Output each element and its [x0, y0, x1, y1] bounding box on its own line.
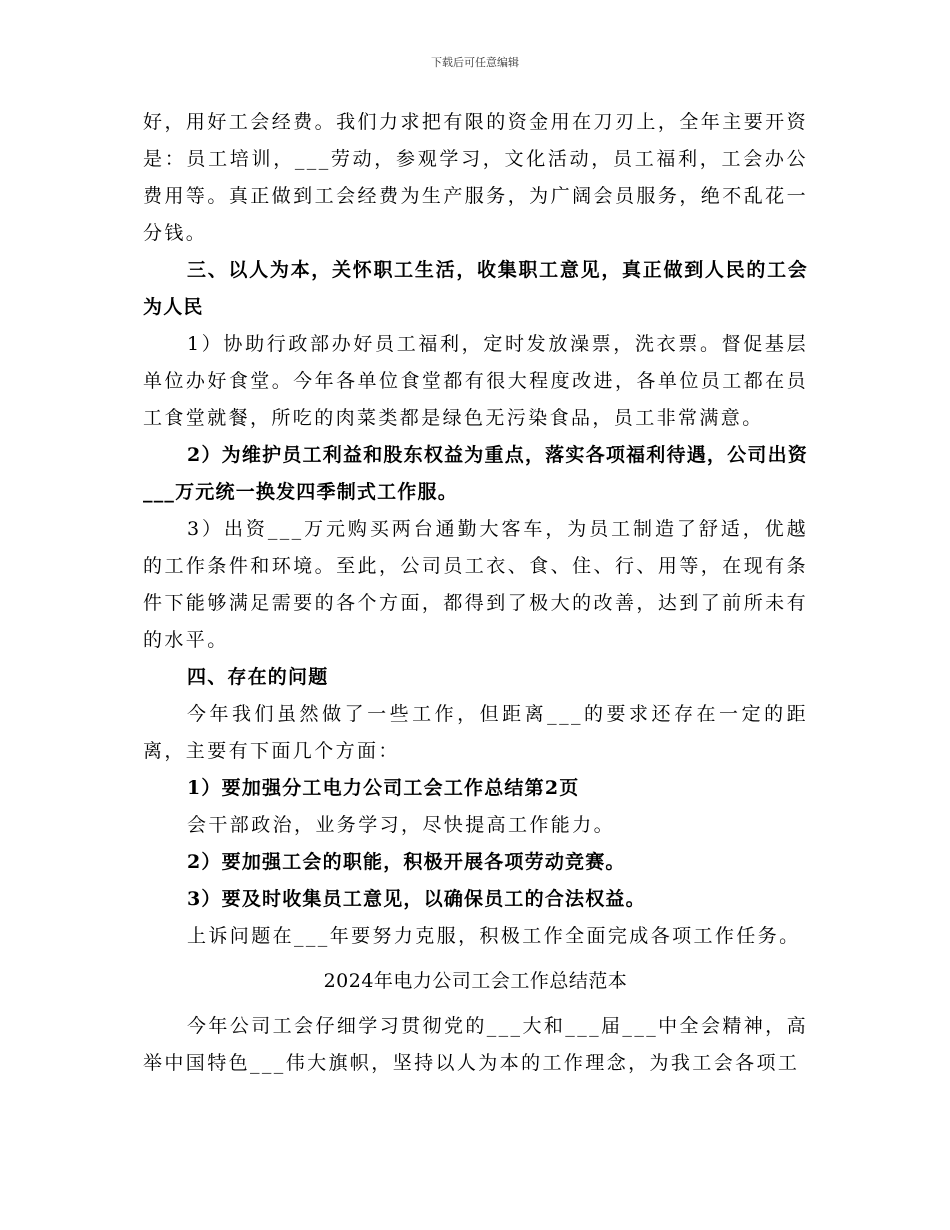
- section-heading-three: 三、以人为本，关怀职工生活，收集职工意见，真正做到人民的工会为人民: [143, 259, 808, 318]
- paragraph-item-1: 1）协助行政部办好员工福利，定时发放澡票，洗衣票。督促基层单位办好食堂。今年各单位食堂都有很大程度改进，各单位员工都在员工食堂就餐，所吃的肉菜类都是绿色无污染食品，员工非常满意。: [143, 333, 808, 429]
- paragraph-problems-intro: 今年我们虽然做了一些工作，但距离___的要求还存在一定的距离，主要有下面几个方面：: [143, 703, 808, 762]
- page-header: 下载后可任意编辑: [431, 56, 519, 69]
- document-body: [143, 104, 808, 1082]
- paragraph-conclusion: 上诉问题在___年要努力克服，积极工作全面完成各项工作任务。: [187, 925, 801, 947]
- problem-item-3: 3）要及时收集员工意见，以确保员工的合法权益。: [187, 888, 646, 910]
- paragraph-funds: 好，用好工会经费。我们力求把有限的资金用在刀刃上，全年主要开资是：员工培训，___劳动，参观学习，文化活动，员工福利，工会办公费用等。真正做到工会经费为生产服务，为广阔会员服务，绝不乱花一分钱。: [143, 111, 808, 244]
- problem-item-1-continued: 会干部政治，业务学习，尽快提高工作能力。: [187, 814, 616, 836]
- document-title: 2024年电力公司工会工作总结范本: [323, 970, 628, 992]
- paragraph-item-3: 3）出资___万元购买两台通勤大客车，为员工制造了舒适，优越的工作条件和环境。至此，公司员工衣、食、住、行、用等，在现有条件下能够满足需要的各个方面，都得到了极大的改善，达到了前所未有的水平。: [143, 518, 808, 651]
- section-heading-four: 四、存在的问题: [187, 666, 329, 688]
- paragraph-intro-new: 今年公司工会仔细学习贯彻党的___大和___届___中全会精神，高举中国特色___伟大旗帜，坚持以人为本的工作理念，为我工会各项工: [143, 1015, 808, 1074]
- problem-item-2: 2）要加强工会的职能，积极开展各项劳动竞赛。: [187, 851, 626, 873]
- paragraph-item-2: 2）为维护员工利益和股东权益为重点，落实各项福利待遇，公司出资___万元统一换发四季制式工作服。: [143, 444, 808, 503]
- problem-item-1: 1）要加强分工电力公司工会工作总结第2页: [187, 777, 580, 799]
